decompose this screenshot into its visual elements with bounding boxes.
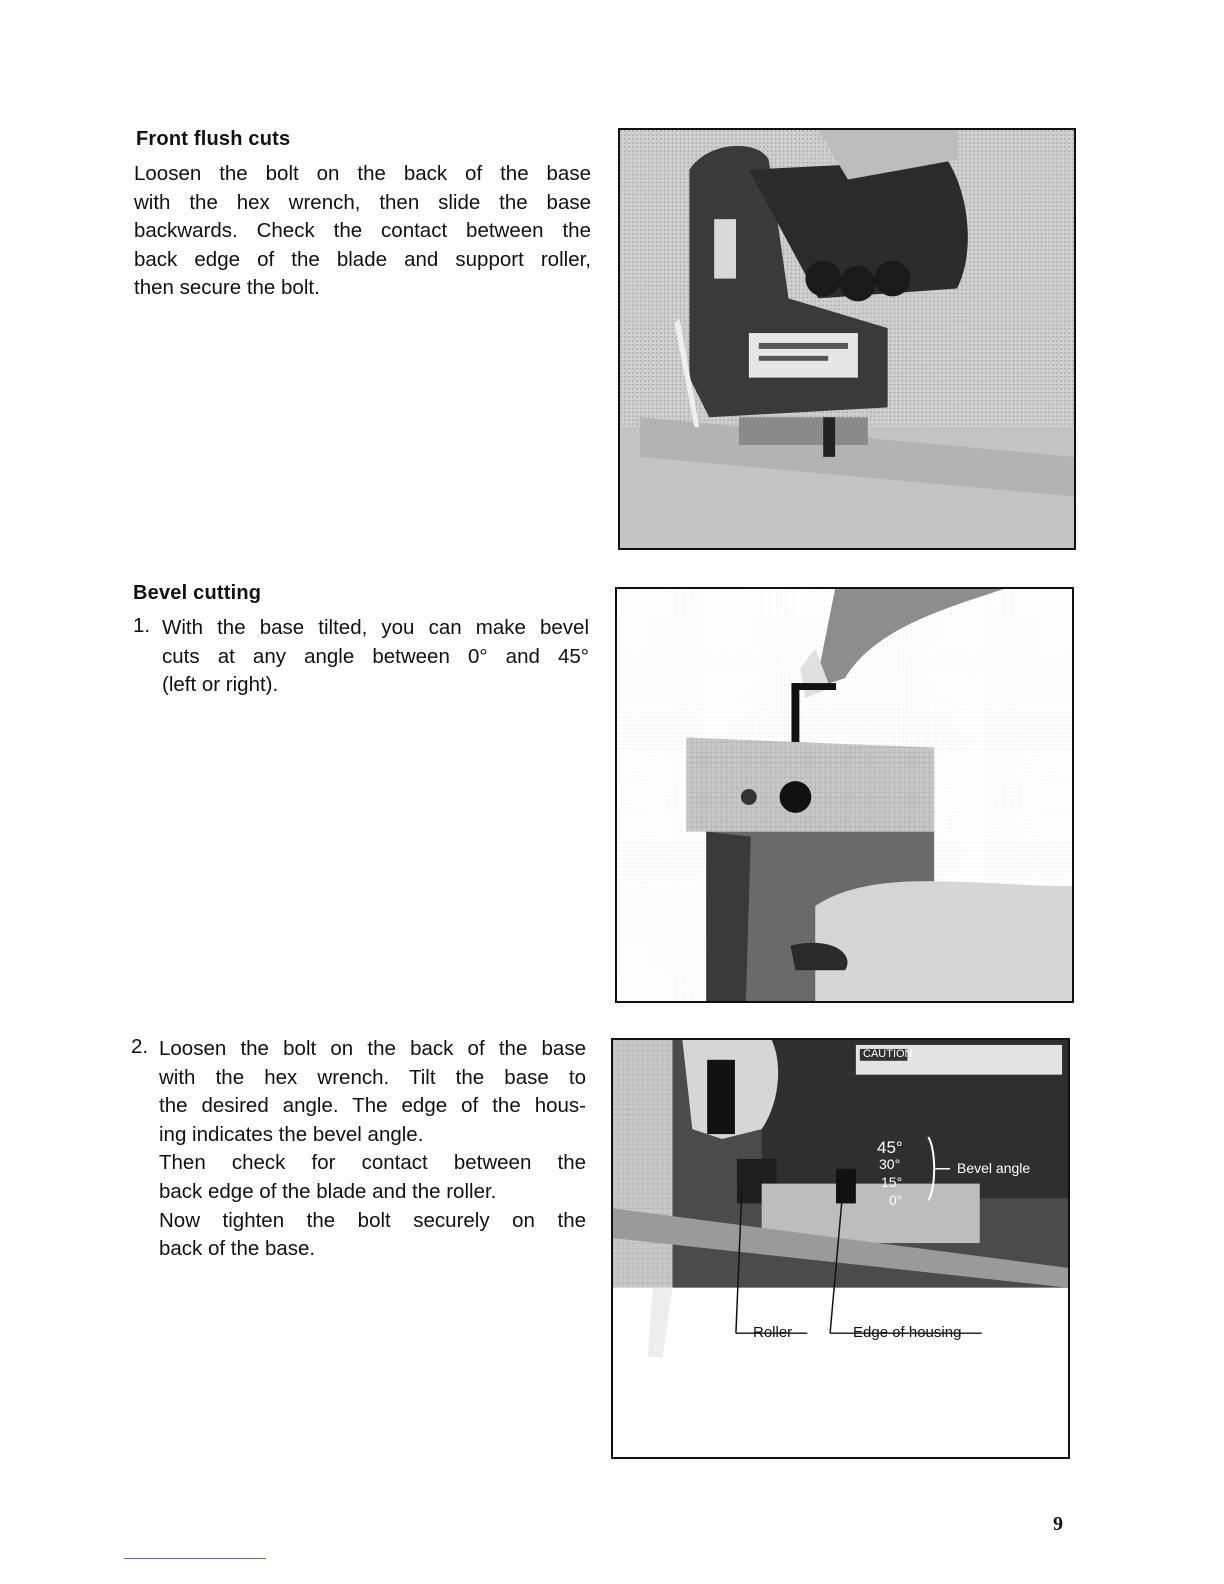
roller-label: Roller: [753, 1324, 793, 1341]
hex-wrench-photo-illustration: [617, 589, 1072, 1001]
text-line: back edge of the blade and support roller,: [134, 247, 591, 271]
text-line: Loosen the bolt on the back of the base: [134, 162, 591, 185]
caution-label: CAUTION: [863, 1048, 913, 1060]
jigsaw-photo-illustration: [620, 130, 1074, 548]
angle-30-label: 30°: [879, 1156, 901, 1172]
text-line: with the hex wrench, then slide the base: [134, 190, 591, 214]
photo-front-flush-cut: [618, 128, 1076, 550]
section-heading-bevel-cutting: Bevel cutting: [133, 582, 262, 604]
text-line: ing indicates the bevel angle.: [159, 1122, 424, 1146]
page-number: 9: [1053, 1513, 1063, 1535]
angle-0-label: 0°: [889, 1192, 903, 1208]
bevel-step-2-paragraph: [159, 1035, 586, 1264]
text-line: backwards. Check the contact between the: [134, 219, 591, 243]
text-line: cuts at any angle between 0° and 45°: [162, 644, 589, 668]
text-line: With the base tilted, you can make bevel: [162, 616, 589, 639]
bevel-step-1-paragraph: [162, 614, 589, 700]
section-heading-front-flush-cuts: Front flush cuts: [136, 128, 291, 150]
photo-bevel-adjust: [615, 587, 1074, 1003]
text-line: Loosen the bolt on the back of the base: [159, 1037, 586, 1060]
text-line: with the hex wrench. Tilt the base to: [159, 1065, 586, 1089]
text-line: back edge of the blade and the roller.: [159, 1179, 497, 1203]
step-number-2: 2.: [131, 1035, 149, 1058]
angle-45-label: 45°: [877, 1138, 903, 1157]
text-line: (left or right).: [162, 673, 279, 697]
text-line: the desired angle. The edge of the hous-: [159, 1094, 586, 1118]
text-line: then secure the bolt.: [134, 276, 320, 300]
photo-bevel-angle-scale: [611, 1038, 1070, 1459]
text-line: Now tighten the bolt securely on the: [159, 1208, 586, 1232]
text-line: back of the base.: [159, 1237, 316, 1261]
edge-of-housing-label: Edge of housing: [853, 1324, 962, 1341]
step-number-1: 1.: [133, 614, 151, 637]
front-flush-cuts-paragraph: [134, 160, 591, 303]
text-line: Then check for contact between the: [159, 1151, 586, 1175]
bevel-angle-label: Bevel angle: [957, 1160, 1031, 1176]
footer-rule: [124, 1558, 266, 1559]
bevel-scale-photo-illustration: [613, 1040, 1068, 1457]
angle-15-label: 15°: [881, 1174, 903, 1190]
